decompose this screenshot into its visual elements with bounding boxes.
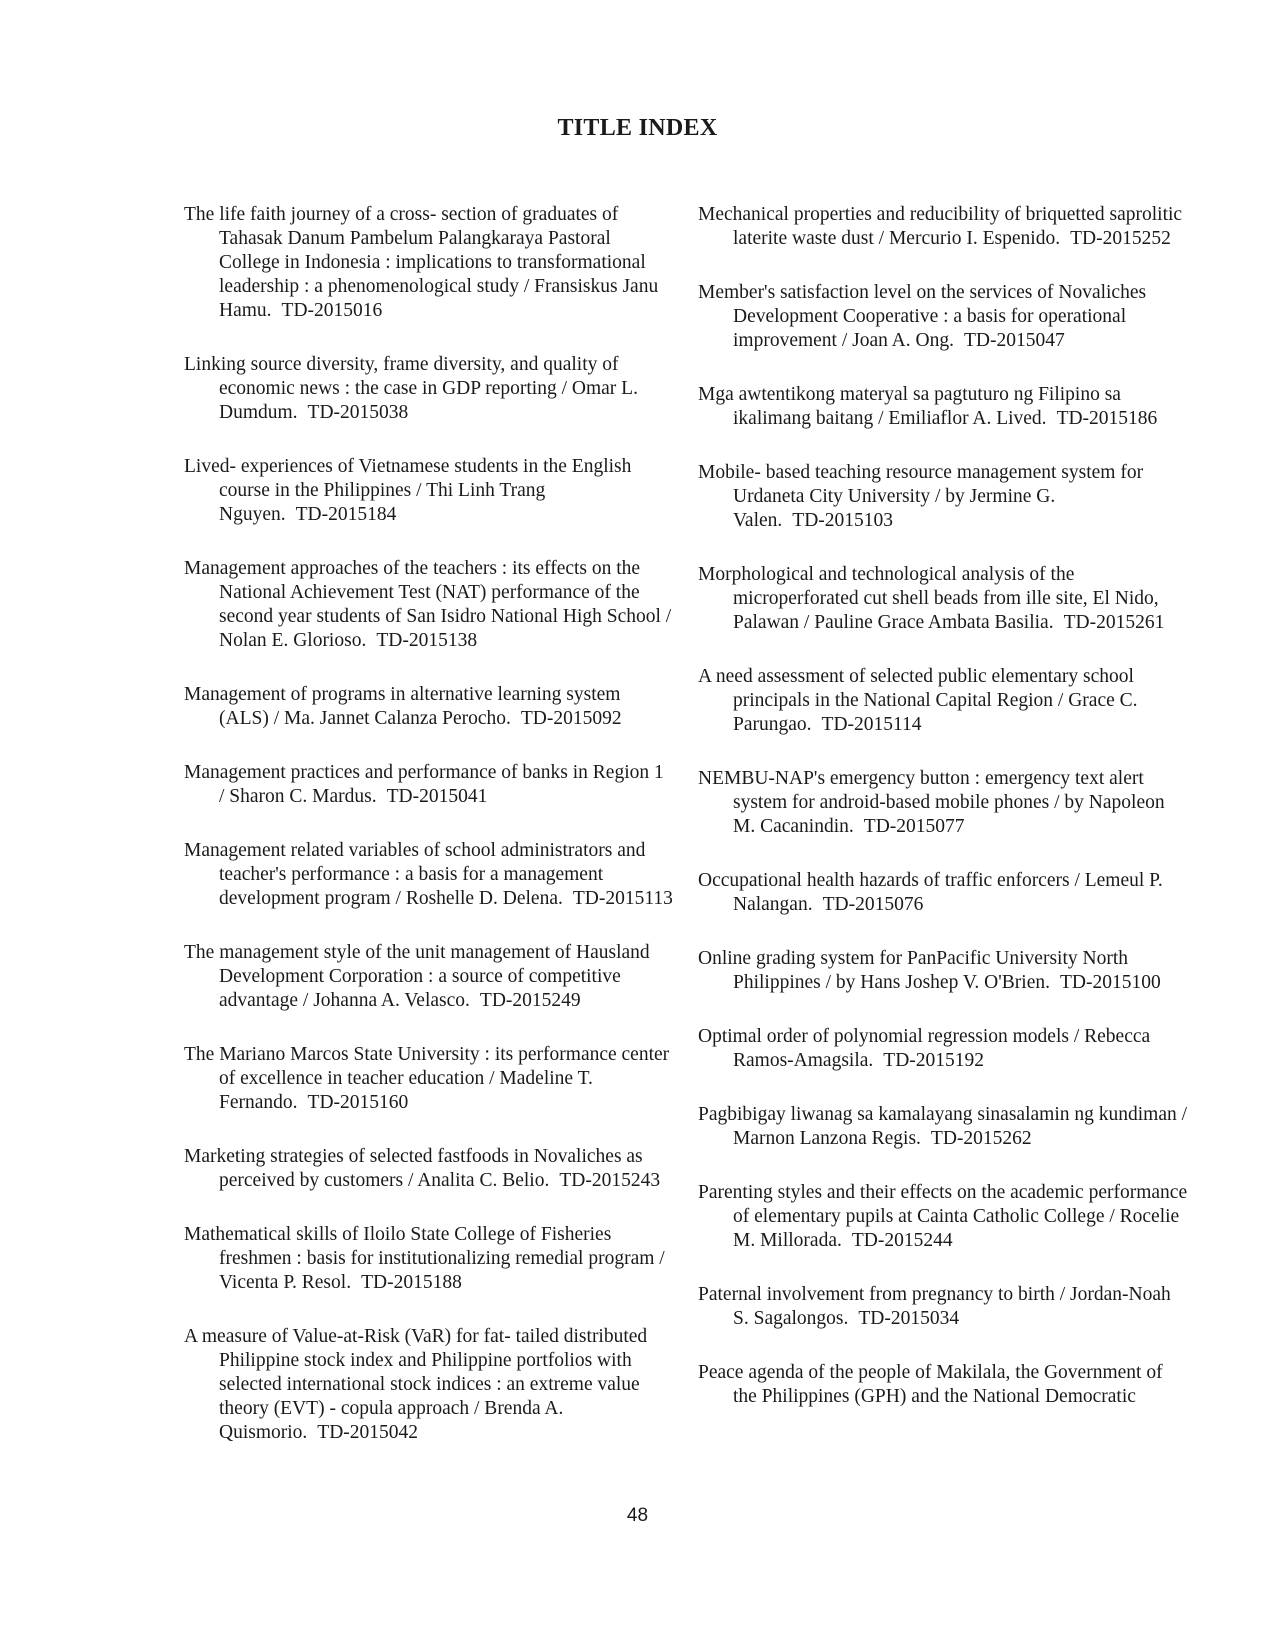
- index-entry: [184, 839, 674, 911]
- entry-code: TD-2015113: [572, 888, 673, 909]
- index-entry: [184, 1325, 674, 1445]
- page-number: 48: [626, 1505, 649, 1526]
- index-entry: [698, 1181, 1188, 1253]
- entry-code: TD-2015114: [821, 714, 922, 735]
- entry-code: TD-2015100: [1059, 972, 1161, 993]
- entry-title: Marketing strategies of selected fastfoods in Novaliches as perceived by customers / Analita C. Belio.: [184, 1146, 643, 1191]
- index-entry: [698, 281, 1188, 353]
- entry-code: TD-2015244: [851, 1230, 953, 1251]
- entry-code: TD-2015252: [1070, 228, 1171, 249]
- entry-code: TD-2015076: [822, 894, 924, 915]
- entry-title: Mobile- based teaching resource management system for Urdaneta City University / by Jermine G. Valen.: [698, 462, 1144, 531]
- entry-title: Paternal involvement from pregnancy to birth / Jordan-Noah S. Sagalongos.: [698, 1284, 1171, 1329]
- index-entry: [698, 1283, 1188, 1331]
- entry-title: Management practices and performance of banks in Region 1 / Sharon C. Mardus.: [184, 762, 664, 807]
- entry-code: TD-2015188: [361, 1272, 462, 1293]
- entry-code: TD-2015047: [963, 330, 1065, 351]
- entry-title: Management approaches of the teachers : its effects on the National Achievement Test (NAT) performance of the second year students of San Isidro National High School / Nolan E. Glorioso.: [184, 558, 672, 651]
- index-entry: [184, 1145, 674, 1193]
- entry-code: TD-2015038: [307, 402, 409, 423]
- entry-title: NEMBU-NAP's emergency button : emergency text alert system for android-based mobile phones / by Napoleon M. Cacanindin.: [698, 768, 1165, 837]
- entry-title: The management style of the unit management of Hausland Development Corporation : a source of competitive advantage / Johanna A. Velasco.: [184, 942, 650, 1011]
- entry-code: TD-2015042: [317, 1422, 419, 1443]
- entry-title: Occupational health hazards of traffic enforcers / Lemeul P. Nalangan.: [698, 870, 1163, 915]
- entry-code: TD-2015249: [479, 990, 581, 1011]
- entry-code: TD-2015041: [386, 786, 488, 807]
- index-entry: [698, 1361, 1188, 1409]
- entry-title: Member's satisfaction level on the services of Novaliches Development Cooperative : a basis for operational improvement / Joan A. Ong.: [698, 282, 1147, 351]
- index-entry: [184, 1223, 674, 1295]
- index-entry: [698, 665, 1188, 737]
- entry-title: Morphological and technological analysis of the microperforated cut shell beads from ille site, El Nido, Palawan / Pauline Grace Ambata Basilia.: [698, 564, 1159, 633]
- index-entry: [698, 383, 1188, 431]
- page-title: TITLE INDEX: [557, 115, 718, 141]
- entry-title: Management of programs in alternative learning system (ALS) / Ma. Jannet Calanza Perocho.: [184, 684, 621, 729]
- entry-title: Linking source diversity, frame diversity, and quality of economic news : the case in GDP reporting / Omar L. Dumdum.: [184, 354, 638, 423]
- entry-code: TD-2015034: [858, 1308, 960, 1329]
- index-entry: [698, 767, 1188, 839]
- entry-title: Mga awtentikong materyal sa pagtuturo ng Filipino sa ikalimang baitang / Emiliaflor A. Lived.: [698, 384, 1121, 429]
- entry-code: TD-2015192: [883, 1050, 985, 1071]
- entry-title: The life faith journey of a cross- section of graduates of Tahasak Danum Pambelum Palangkaraya Pastoral College in Indonesia : implications to transformational leadership : a phenomenological study / Fransiskus Janu Hamu.: [184, 204, 659, 321]
- entry-title: Peace agenda of the people of Makilala, the Government of the Philippines (GPH) and the National Democratic: [698, 1362, 1163, 1407]
- index-entry: [184, 557, 674, 653]
- index-entry: [698, 869, 1188, 917]
- entry-code: TD-2015186: [1056, 408, 1158, 429]
- entry-title: A need assessment of selected public elementary school principals in the National Capital Region / Grace C. Parungao.: [698, 666, 1138, 735]
- entry-code: TD-2015261: [1063, 612, 1165, 633]
- entry-title: Pagbibigay liwanag sa kamalayang sinasalamin ng kundiman / Marnon Lanzona Regis.: [698, 1104, 1188, 1149]
- entry-code: TD-2015184: [295, 504, 397, 525]
- entry-code: TD-2015138: [376, 630, 478, 651]
- entry-title: Mathematical skills of Iloilo State College of Fisheries freshmen : basis for institutionalizing remedial program / Vicenta P. Resol.: [184, 1224, 665, 1293]
- index-entry: [698, 1103, 1188, 1151]
- entry-code: TD-2015016: [281, 300, 383, 321]
- entry-title: Lived- experiences of Vietnamese students in the English course in the Philippines / Thi Linh Trang Nguyen.: [184, 456, 632, 525]
- index-entry: [698, 203, 1188, 251]
- entry-title: Optimal order of polynomial regression models / Rebecca Ramos-Amagsila.: [698, 1026, 1151, 1071]
- index-entry: [698, 947, 1188, 995]
- index-entry: [184, 353, 674, 425]
- entry-title: Mechanical properties and reducibility of briquetted saprolitic laterite waste dust / Mercurio I. Espenido.: [698, 204, 1183, 249]
- index-entry: [698, 461, 1188, 533]
- right-column: [698, 203, 1188, 1439]
- index-entry: [184, 683, 674, 731]
- entry-title: The Mariano Marcos State University : its performance center of excellence in teacher education / Madeline T. Fernando.: [184, 1044, 670, 1113]
- index-entry: [184, 941, 674, 1013]
- index-entry: [184, 761, 674, 809]
- index-entry: [698, 563, 1188, 635]
- entry-code: TD-2015243: [559, 1170, 661, 1191]
- index-entry: [184, 203, 674, 323]
- entry-title: Online grading system for PanPacific University North Philippines / by Hans Joshep V. O'Brien.: [698, 948, 1128, 993]
- entry-code: TD-2015103: [792, 510, 894, 531]
- entry-title: A measure of Value-at-Risk (VaR) for fat- tailed distributed Philippine stock index and Philippine portfolios with selected international stock indices : an extreme value theory (EVT) - copula approach / Brenda A. Quismorio.: [184, 1326, 648, 1443]
- entry-code: TD-2015262: [930, 1128, 1032, 1149]
- left-column: [184, 203, 674, 1475]
- index-entry: [698, 1025, 1188, 1073]
- entry-code: TD-2015160: [307, 1092, 409, 1113]
- entry-code: TD-2015092: [520, 708, 622, 729]
- index-entry: [184, 1043, 674, 1115]
- index-entry: [184, 455, 674, 527]
- entry-title: Management related variables of school administrators and teacher's performance : a basis for a management development program / Roshelle D. Delena.: [184, 840, 646, 909]
- entry-title: Parenting styles and their effects on the academic performance of elementary pupils at Cainta Catholic College / Rocelie M. Millorada.: [698, 1182, 1188, 1251]
- entry-code: TD-2015077: [863, 816, 965, 837]
